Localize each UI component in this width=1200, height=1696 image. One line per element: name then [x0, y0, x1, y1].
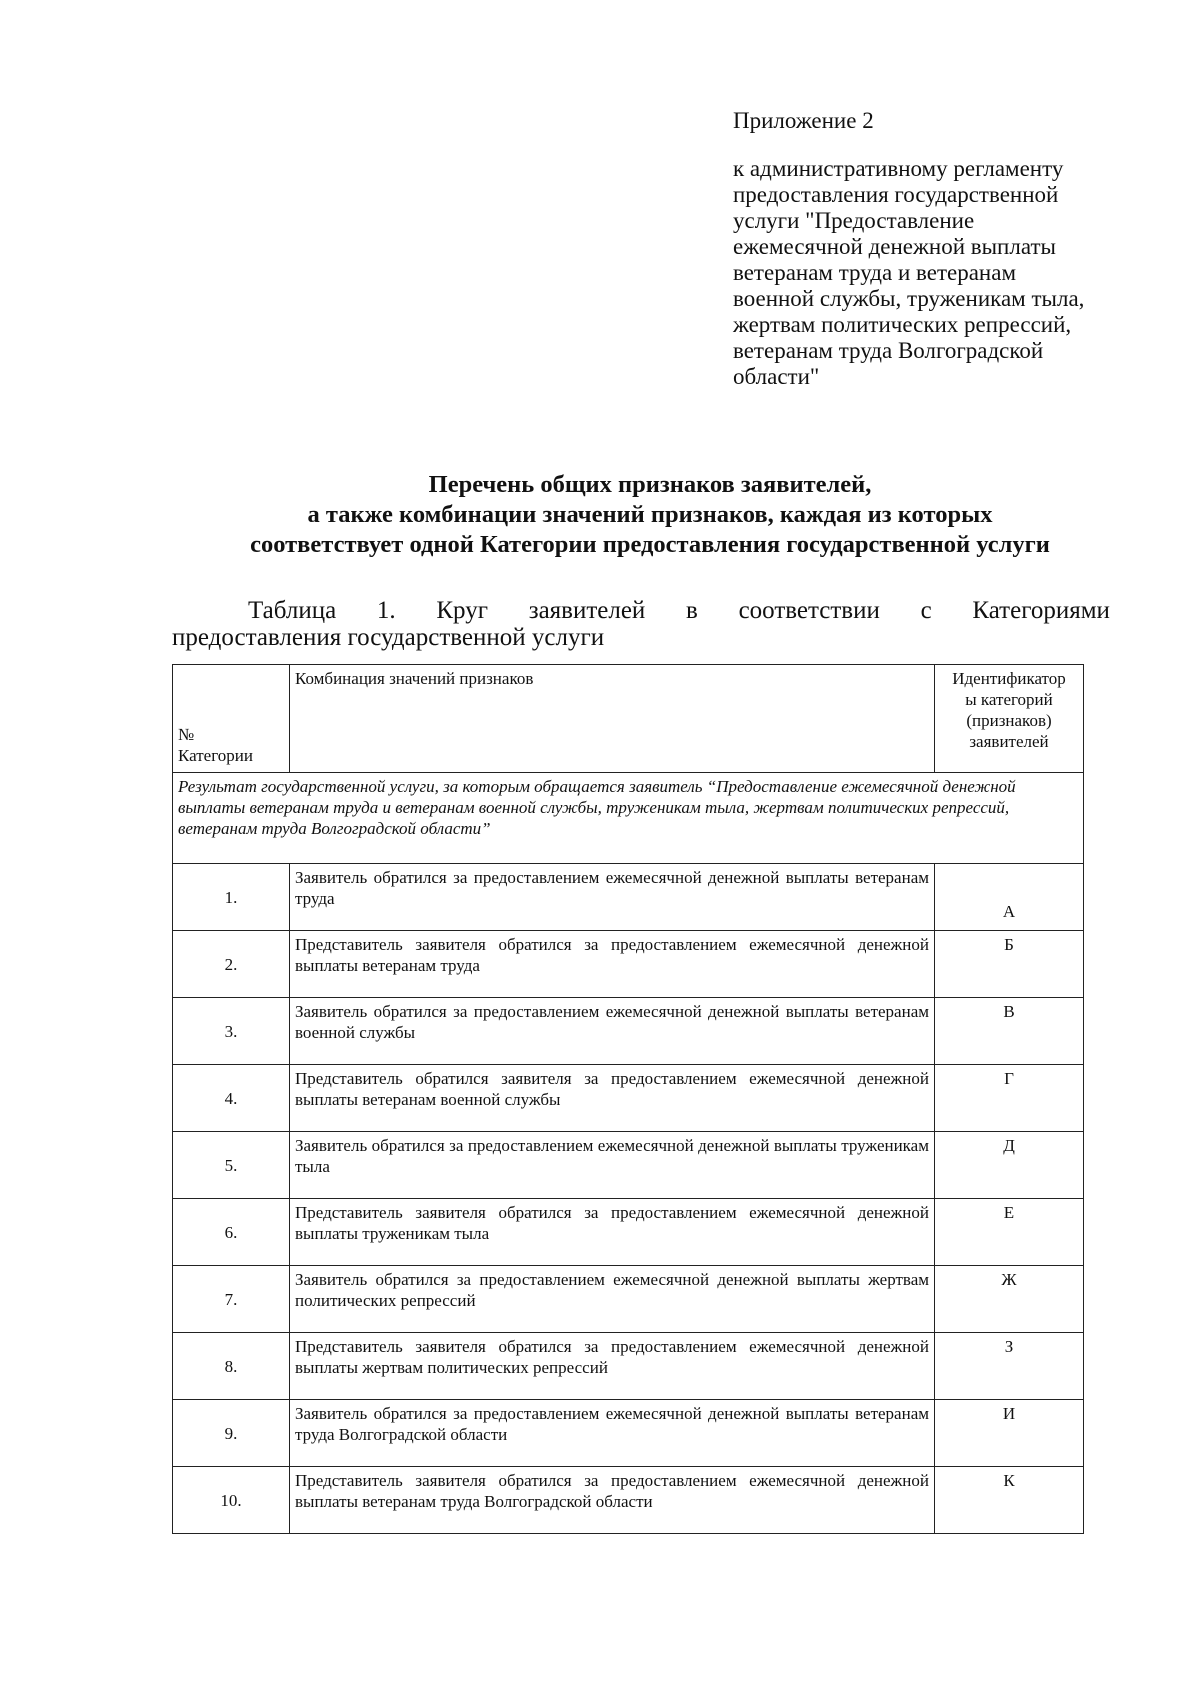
- table-row: [173, 1467, 1084, 1534]
- table-row: [173, 1400, 1084, 1467]
- row-description: Заявитель обратился за предоставлением ежемесячной денежной выплаты жертвам политических репрессий: [290, 1266, 935, 1333]
- row-identifier: Д: [935, 1132, 1084, 1199]
- caption-word: с: [920, 597, 932, 624]
- header-identifier-text: Идентификатор ы категорий (признаков) заявителей: [952, 669, 1066, 751]
- caption-word: Таблица: [248, 597, 337, 624]
- table-row: [173, 1333, 1084, 1400]
- row-identifier: Ж: [935, 1266, 1084, 1333]
- appendix-block: [733, 108, 1133, 390]
- caption-word: заявителей: [528, 597, 646, 624]
- table-caption-line-2: предоставления государственной услуги: [172, 624, 605, 651]
- heading-line-2: а также комбинации значений признаков, каждая из которых: [307, 501, 993, 528]
- caption-word: Круг: [436, 597, 488, 624]
- header-number-text: № Категории: [178, 725, 253, 765]
- row-identifier: Е: [935, 1199, 1084, 1266]
- row-number: 3.: [173, 998, 290, 1065]
- row-description: Представитель заявителя обратился за предоставлением ежемесячной денежной выплаты ветеранам труда Волгоградской области: [290, 1467, 935, 1534]
- header-combination: Комбинация значений признаков: [290, 665, 935, 773]
- result-text: Результат государственной услуги, за которым обращается заявитель “Предоставление ежемесячной денежной выплаты ветеранам труда и ветеранам военной службы, труженикам тыла, жертвам политических репрессий, ветеранам труда Волгоградской области”: [173, 773, 1084, 864]
- heading-line-1: Перечень общих признаков заявителей,: [428, 471, 872, 498]
- caption-word: 1.: [376, 597, 396, 624]
- row-description: Представитель заявителя обратился за предоставлением ежемесячной денежной выплаты труженикам тыла: [290, 1199, 935, 1266]
- table-row: [173, 1065, 1084, 1132]
- header-identifier: [935, 665, 1084, 773]
- appendix-text: к административному регламенту предоставления государственной услуги "Предоставление ежемесячной денежной выплаты ветеранам труда и ветеранам военной службы, труженикам тыла, жертвам политических репрессий, ветеранам труда Волгоградской области": [733, 156, 1085, 389]
- table-row: [173, 1266, 1084, 1333]
- appendix-label: Приложение 2: [733, 108, 874, 133]
- caption-word: Категориями: [972, 597, 1110, 624]
- row-identifier: Б: [935, 931, 1084, 998]
- row-description: Представитель обратился заявителя за предоставлением ежемесячной денежной выплаты ветеранам военной службы: [290, 1065, 935, 1132]
- row-description: Заявитель обратился за предоставлением ежемесячной денежной выплаты ветеранам военной службы: [290, 998, 935, 1065]
- row-identifier: Г: [935, 1065, 1084, 1132]
- table-row: [173, 1199, 1084, 1266]
- table-caption-line-1: [172, 597, 1110, 624]
- categories-table: [172, 664, 1084, 1534]
- document-heading: [120, 470, 1180, 560]
- row-number: 10.: [173, 1467, 290, 1534]
- row-number: 6.: [173, 1199, 290, 1266]
- row-identifier: К: [935, 1467, 1084, 1534]
- row-identifier: А: [935, 864, 1084, 931]
- row-description: Заявитель обратился за предоставлением ежемесячной денежной выплаты ветеранам труда: [290, 864, 935, 931]
- row-number: 1.: [173, 864, 290, 931]
- result-row: [173, 773, 1084, 864]
- row-number: 7.: [173, 1266, 290, 1333]
- heading-line-3: соответствует одной Категории предоставления государственной услуги: [250, 531, 1050, 558]
- row-identifier: В: [935, 998, 1084, 1065]
- table-row: [173, 998, 1084, 1065]
- row-number: 9.: [173, 1400, 290, 1467]
- table-row: [173, 931, 1084, 998]
- table-row: [173, 1132, 1084, 1199]
- row-description: Заявитель обратился за предоставлением ежемесячной денежной выплаты труженикам тыла: [290, 1132, 935, 1199]
- row-identifier: И: [935, 1400, 1084, 1467]
- caption-word: в: [686, 597, 698, 624]
- row-identifier: З: [935, 1333, 1084, 1400]
- row-number: 5.: [173, 1132, 290, 1199]
- caption-word: соответствии: [738, 597, 880, 624]
- table-caption: [172, 597, 1110, 651]
- row-description: Представитель заявителя обратился за предоставлением ежемесячной денежной выплаты жертвам политических репрессий: [290, 1333, 935, 1400]
- row-number: 4.: [173, 1065, 290, 1132]
- table-header-row: [173, 665, 1084, 773]
- row-description: Представитель заявителя обратился за предоставлением ежемесячной денежной выплаты ветеранам труда: [290, 931, 935, 998]
- row-number: 2.: [173, 931, 290, 998]
- row-description: Заявитель обратился за предоставлением ежемесячной денежной выплаты ветеранам труда Волгоградской области: [290, 1400, 935, 1467]
- table-row: [173, 864, 1084, 931]
- row-number: 8.: [173, 1333, 290, 1400]
- header-number: [173, 665, 290, 773]
